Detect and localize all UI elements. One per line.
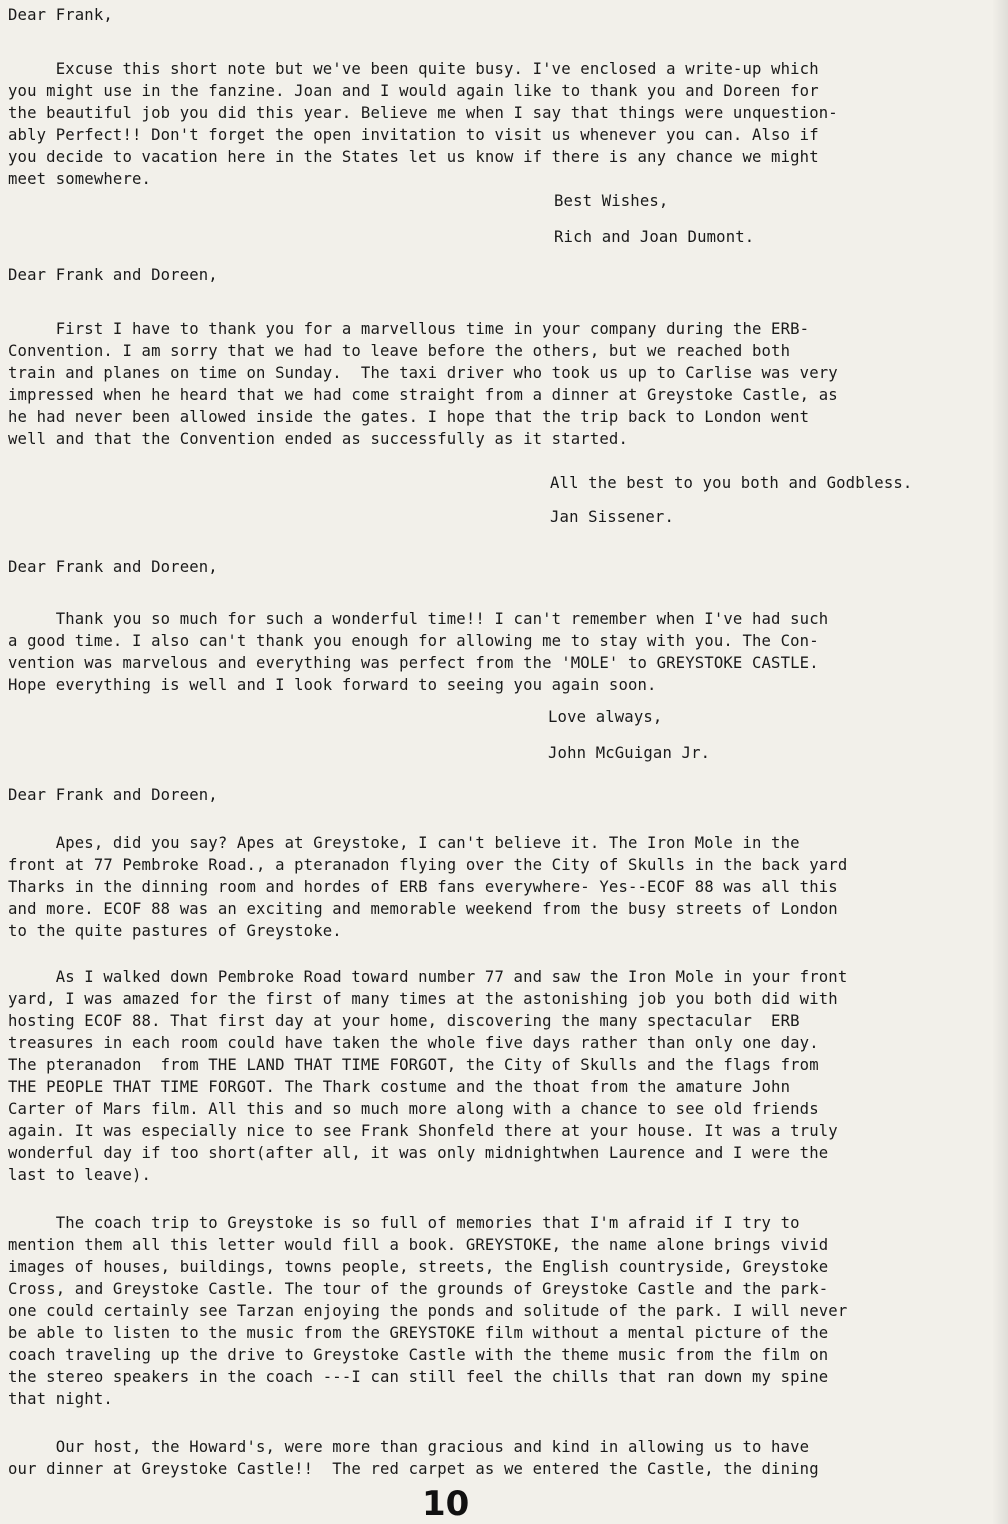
letter-body-line: Apes, did you say? Apes at Greystoke, I can't believe it. The Iron Mole in the: [8, 834, 800, 852]
letter-body-line: treasures in each room could have taken the whole five days rather than only one day.: [8, 1034, 819, 1052]
letter-body-line: yard, I was amazed for the first of many times at the astonishing job you both did with: [8, 990, 838, 1008]
letter-body-line: Cross, and Greystoke Castle. The tour of the grounds of Greystoke Castle and the park-: [8, 1280, 829, 1298]
letter-body-line: Hope everything is well and I look forward to seeing you again soon.: [8, 676, 657, 694]
letter-body-line: Excuse this short note but we've been quite busy. I've enclosed a write-up which: [8, 60, 819, 78]
letter-closing: All the best to you both and Godbless.: [550, 474, 913, 492]
letter-body-line: wonderful day if too short(after all, it was only midnightwhen Laurence and I were the: [8, 1144, 829, 1162]
letter-body-line: you decide to vacation here in the States let us know if there is any chance we might: [8, 148, 819, 166]
letter-body-line: again. It was especially nice to see Frank Shonfeld there at your house. It was a truly: [8, 1122, 838, 1140]
letter-body-line: THE PEOPLE THAT TIME FORGOT. The Thark costume and the thoat from the amature John: [8, 1078, 791, 1096]
letter-salutation: Dear Frank,: [8, 6, 113, 24]
letter-body-line: Thank you so much for such a wonderful time!! I can't remember when I've had such: [8, 610, 829, 628]
letter-body-line: Tharks in the dinning room and hordes of ERB fans everywhere- Yes--ECOF 88 was all this: [8, 878, 838, 896]
letter-salutation: Dear Frank and Doreen,: [8, 786, 218, 804]
letter-body-line: the beautiful job you did this year. Believe me when I say that things were unquestion-: [8, 104, 838, 122]
letter-body-line: the stereo speakers in the coach ---I can still feel the chills that ran down my spine: [8, 1368, 829, 1386]
letter-closing: Best Wishes,: [554, 192, 669, 210]
letter-body-line: he had never been allowed inside the gates. I hope that the trip back to London went: [8, 408, 810, 426]
letter-body-line: one could certainly see Tarzan enjoying the ponds and solitude of the park. I will never: [8, 1302, 848, 1320]
letter-salutation: Dear Frank and Doreen,: [8, 558, 218, 576]
letter-signature: John McGuigan Jr.: [548, 744, 711, 762]
letter-body-line: Our host, the Howard's, were more than gracious and kind in allowing us to have: [8, 1438, 810, 1456]
letter-body-line: The coach trip to Greystoke is so full of memories that I'm afraid if I try to: [8, 1214, 800, 1232]
letter-body-line: hosting ECOF 88. That first day at your home, discovering the many spectacular ERB: [8, 1012, 800, 1030]
letter-closing: Love always,: [548, 708, 663, 726]
letter-body-line: a good time. I also can't thank you enough for allowing me to stay with you. The Con-: [8, 632, 819, 650]
letter-body-line: last to leave).: [8, 1166, 152, 1184]
letter-body-line: front at 77 Pembroke Road., a pteranadon flying over the City of Skulls in the back yard: [8, 856, 848, 874]
letter-signature: Jan Sissener.: [550, 508, 674, 526]
page-edge-shadow: [992, 0, 1008, 1524]
page-number: 10: [422, 1484, 470, 1524]
letter-body-line: and more. ECOF 88 was an exciting and memorable weekend from the busy streets of London: [8, 900, 838, 918]
letter-body-line: well and that the Convention ended as successfully as it started.: [8, 430, 628, 448]
letter-body-line: vention was marvelous and everything was perfect from the 'MOLE' to GREYSTOKE CASTLE.: [8, 654, 819, 672]
letter-body-line: Convention. I am sorry that we had to leave before the others, but we reached both: [8, 342, 791, 360]
letter-body-line: to the quite pastures of Greystoke.: [8, 922, 342, 940]
letter-body-line: As I walked down Pembroke Road toward number 77 and saw the Iron Mole in your front: [8, 968, 848, 986]
letter-body-line: The pteranadon from THE LAND THAT TIME FORGOT, the City of Skulls and the flags from: [8, 1056, 819, 1074]
letter-body-line: our dinner at Greystoke Castle!! The red carpet as we entered the Castle, the dining: [8, 1460, 819, 1478]
letter-body-line: Carter of Mars film. All this and so much more along with a chance to see old friends: [8, 1100, 819, 1118]
letter-body-line: meet somewhere.: [8, 170, 152, 188]
letter-salutation: Dear Frank and Doreen,: [8, 266, 218, 284]
letter-signature: Rich and Joan Dumont.: [554, 228, 755, 246]
letter-body-line: ably Perfect!! Don't forget the open invitation to visit us whenever you can. Also if: [8, 126, 819, 144]
letter-body-line: be able to listen to the music from the GREYSTOKE film without a mental picture of the: [8, 1324, 829, 1342]
letter-body-line: mention them all this letter would fill a book. GREYSTOKE, the name alone brings vivid: [8, 1236, 829, 1254]
letter-body-line: coach traveling up the drive to Greystoke Castle with the theme music from the film on: [8, 1346, 829, 1364]
letter-body-line: impressed when he heard that we had come straight from a dinner at Greystoke Castle, as: [8, 386, 838, 404]
letter-body-line: that night.: [8, 1390, 113, 1408]
letter-body-line: you might use in the fanzine. Joan and I would again like to thank you and Doreen for: [8, 82, 819, 100]
letter-body-line: First I have to thank you for a marvellous time in your company during the ERB-: [8, 320, 810, 338]
letter-body-line: images of houses, buildings, towns people, streets, the English countryside, Greystoke: [8, 1258, 829, 1276]
letter-body-line: train and planes on time on Sunday. The taxi driver who took us up to Carlise was very: [8, 364, 838, 382]
